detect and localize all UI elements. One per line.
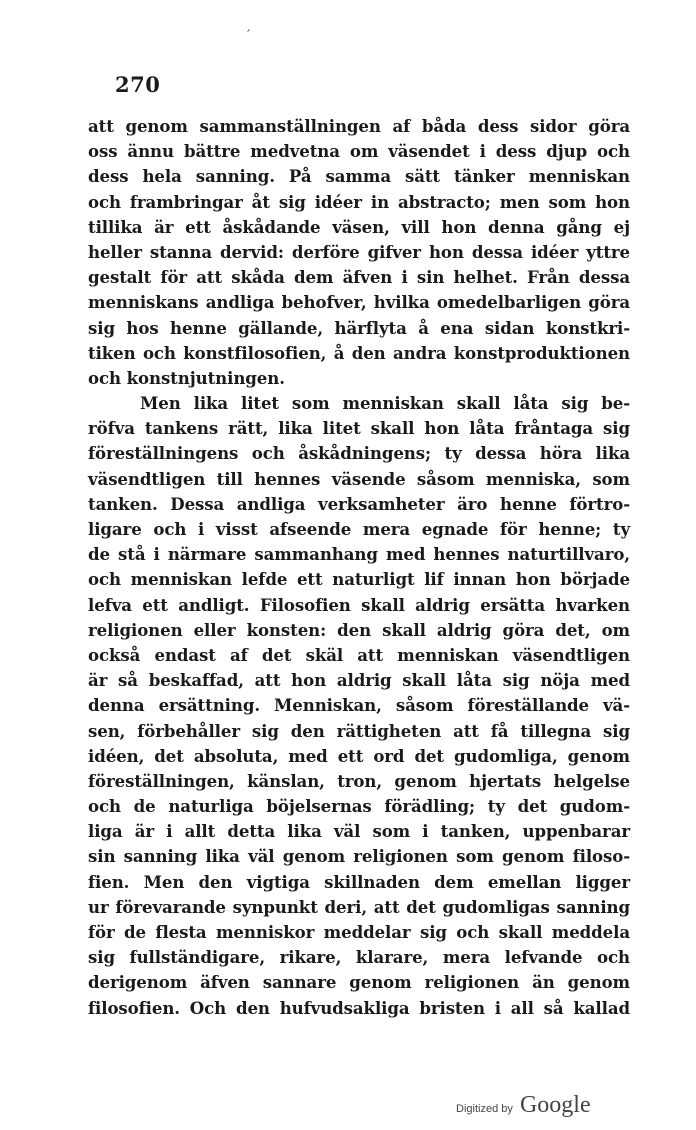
text-line: gestalt för att skåda dem äfven i sin helhet. Från dessa: [88, 267, 630, 288]
text-line: de stå i närmare sammanhang med hennes naturtillvaro,: [88, 544, 630, 565]
text-line: väsendtligen till hennes väsende såsom menniska, som: [88, 468, 630, 489]
text-line: denna ersättning. Menniskan, såsom föreställande vä-: [88, 695, 630, 716]
text-line: föreställningens och åskådningens; ty dessa höra lika: [88, 443, 630, 464]
text-line: sig hos henne gällande, härflyta å ena sidan konstkri-: [88, 317, 630, 338]
text-line: tanken. Dessa andliga verksamheter äro henne förtro-: [88, 493, 630, 514]
text-line: menniskans andliga behofver, hvilka omedelbarligen göra: [88, 292, 630, 313]
text-line: föreställningen, känslan, tron, genom hjertats helgelse: [88, 770, 630, 791]
text-line: Men lika litet som menniskan skall låta sig be-: [140, 393, 630, 414]
text-line: heller stanna dervid: derföre gifver hon dessa idéer yttre: [88, 241, 630, 262]
watermark-prefix: Digitized by: [456, 1103, 513, 1115]
text-line: ur förevarande synpunkt deri, att det gudomligas sanning: [88, 896, 630, 917]
text-line: tillika är ett åskådande väsen, vill hon denna gång ej: [88, 216, 630, 237]
text-line: att genom sammanställningen af båda dess sidor göra: [88, 116, 630, 136]
text-line: lefva ett andligt. Filosofien skall aldrig ersätta hvarken: [88, 594, 630, 615]
text-line: tiken och konstfilosofien, å den andra konstproduktionen: [88, 342, 630, 363]
body-text: [88, 114, 630, 1021]
text-line: derigenom äfven sannare genom religionen än genom: [88, 972, 630, 993]
page-number: 270: [115, 72, 161, 97]
text-line: oss ännu bättre medvetna om väsendet i dess djup och: [88, 141, 630, 162]
text-line: och frambringar åt sig idéer in abstracto; men som hon: [88, 191, 630, 212]
text-line: är så beskaffad, att hon aldrig skall låta sig nöja med: [88, 670, 630, 691]
text-line: röfva tankens rätt, lika litet skall hon låta fråntaga sig: [88, 418, 630, 439]
text-line: filosofien. Och den hufvudsakliga bristen i all så kallad: [88, 997, 630, 1018]
text-line: sin sanning lika väl genom religionen som genom filoso-: [88, 846, 630, 867]
text-line: religionen eller konsten: den skall aldrig göra det, om: [88, 619, 630, 640]
text-line: liga är i allt detta lika väl som i tanken, uppenbarar: [88, 821, 630, 842]
text-line: sig fullständigare, rikare, klarare, mera lefvande och: [88, 947, 630, 968]
text-line: och de naturliga böjelsernas förädling; ty det gudom-: [88, 796, 630, 817]
text-line: sen, förbehåller sig den rättigheten att få tillegna sig: [88, 720, 630, 741]
text-line: fien. Men den vigtiga skillnaden dem emellan ligger: [88, 871, 630, 892]
text-line: idéen, det absoluta, med ett ord det gudomliga, genom: [88, 745, 630, 766]
text-line: också endast af det skäl att menniskan väsendtligen: [88, 644, 630, 665]
text-line: för de flesta menniskor meddelar sig och skall meddela: [88, 922, 630, 942]
stray-ink-mark: ′: [247, 28, 251, 44]
text-line: och konstnjutningen.: [88, 367, 285, 388]
text-line: ligare och i visst afseende mera egnade för henne; ty: [88, 519, 630, 539]
text-line: och menniskan lefde ett naturligt lif innan hon började: [88, 569, 630, 590]
digitized-watermark: [456, 1092, 591, 1119]
text-line: dess hela sanning. På samma sätt tänker menniskan: [88, 166, 630, 187]
watermark-brand: Google: [519, 1092, 591, 1118]
